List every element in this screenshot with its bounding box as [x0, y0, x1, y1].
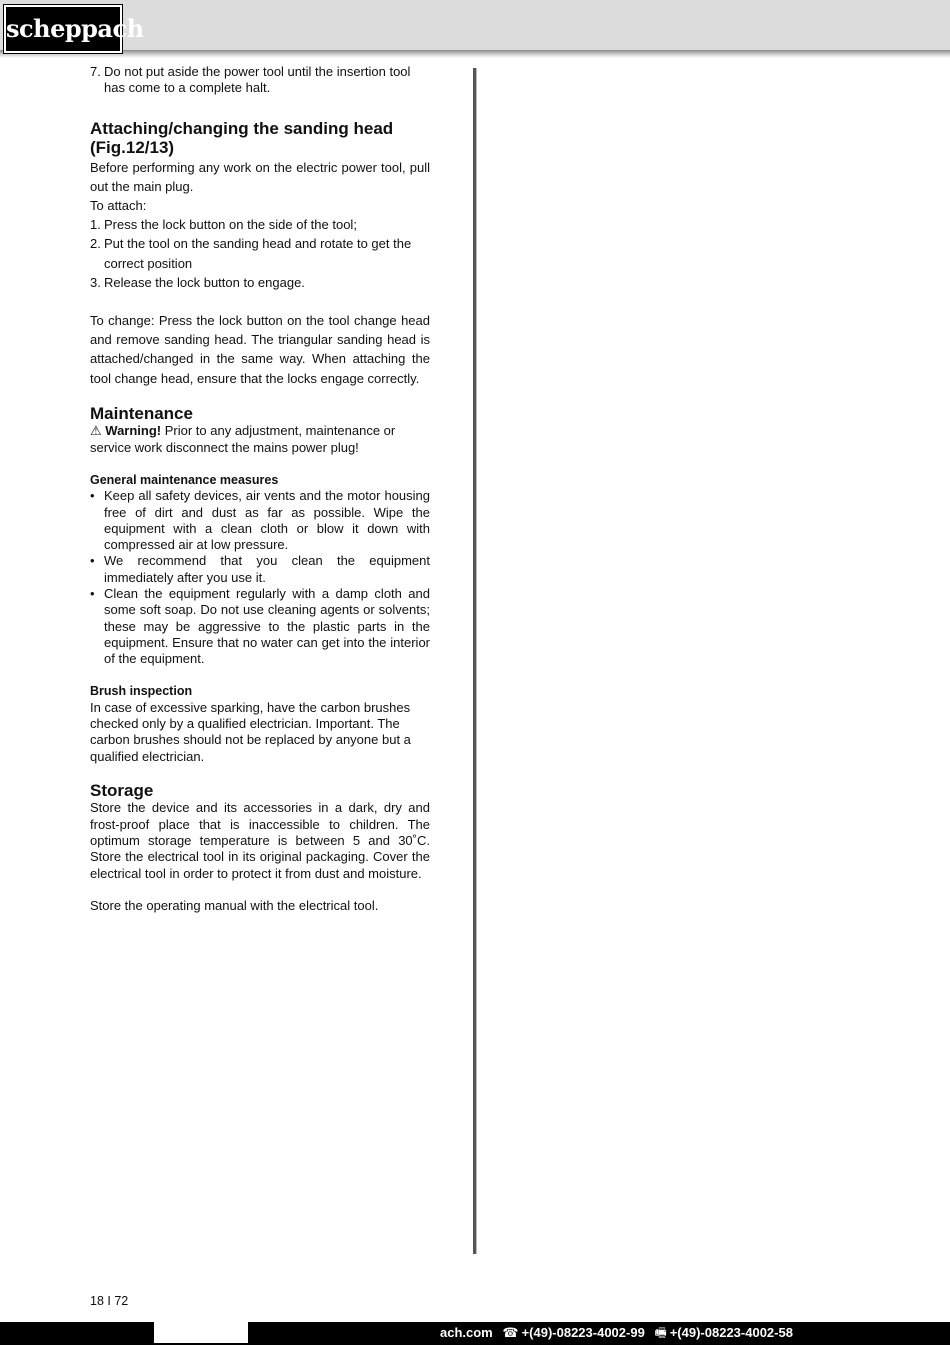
left-column [90, 64, 430, 914]
scheppach-logo: scheppach [4, 5, 122, 53]
step-number: 1. [90, 217, 101, 233]
bullet-icon: • [90, 586, 95, 601]
step-7 [90, 64, 430, 97]
maintenance-heading: Maintenance [90, 403, 193, 423]
attach-step-1 [90, 215, 430, 234]
step-text: Press the lock button on the side of the tool; [104, 217, 357, 233]
step-number: 7. [90, 64, 101, 79]
attach-step-3 [90, 273, 430, 292]
header-shadow [0, 50, 950, 58]
to-attach-label: To attach: [90, 198, 147, 213]
phone-icon: ☎ [502, 1325, 519, 1340]
storage-manual-text: Store the operating manual with the electrical tool. [90, 897, 379, 913]
fax-icon: 🖷 [654, 1325, 667, 1340]
maintenance-bullet-3 [90, 586, 430, 667]
bullet-text: We recommend that you clean the equipment immediately after you use it. [104, 553, 430, 585]
maintenance-warning [90, 423, 430, 456]
attach-intro: Before performing any work on the electric power tool, pull out the main plug. [90, 159, 430, 194]
storage-heading: Storage [90, 780, 154, 800]
page-number: 18 I 72 [90, 1294, 129, 1308]
change-paragraph: To change: Press the lock button on the tool change head and remove sanding head. The triangular sanding head is attached/changed in the same way. When attaching the tool change head, ensure that the locks engage correctly. [90, 313, 430, 386]
step-number: 2. [90, 236, 101, 252]
step-text: Put the tool on the sanding head and rotate to get the correct position [104, 236, 412, 271]
footer-website[interactable]: ach.com [440, 1325, 493, 1340]
maintenance-bullet-2 [90, 553, 430, 586]
storage-text: Store the device and its accessories in a dark, dry and frost-proof place that is inaccessible to children. The optimum storage temperature is between 5 and 30˚C. Store the electrical tool in its original packaging. Cover the electrical tool in order to protect it from dust and moisture. [90, 800, 430, 881]
column-divider [473, 68, 476, 1254]
step-text: Do not put aside the power tool until the insertion tool has come to a complete halt. [104, 64, 411, 96]
attach-heading: Attaching/changing the sanding head (Fig.12/13) [90, 118, 394, 158]
brush-inspection-text: In case of excessive sparking, have the carbon brushes checked only by a qualified electrician. Important. The carbon brushes should not be replaced by anyone but a qualified electrician. [90, 699, 411, 764]
footer-contact [440, 1322, 799, 1343]
footer-phone: +(49)-08223-4002-99 [521, 1325, 645, 1340]
warning-icon: ⚠ [90, 423, 102, 439]
attach-step-2 [90, 234, 430, 272]
bullet-icon: • [90, 553, 95, 569]
brush-inspection-heading: Brush inspection [90, 684, 193, 699]
bullet-icon: • [90, 488, 95, 504]
warning-text: Prior to any adjustment, maintenance or service work disconnect the mains power plug! [90, 423, 396, 455]
step-number: 3. [90, 274, 101, 290]
maintenance-bullet-1 [90, 488, 430, 553]
step-text: Release the lock button to engage. [104, 274, 305, 290]
bullet-text: Keep all safety devices, air vents and the motor housing free of dirt and dust as far as possible. Wipe the equipment with a clean cloth or blow it down with compressed air at low pressure. [104, 488, 430, 553]
general-maintenance-heading: General maintenance measures [90, 472, 279, 487]
warning-label: Warning! [105, 423, 162, 439]
footer-fax: +(49)-08223-4002-58 [669, 1325, 793, 1340]
footer-gap [154, 1322, 248, 1343]
bullet-text: Clean the equipment regularly with a damp cloth and some soft soap. Do not use cleaning agents or solvents; these may be aggressive to the plastic parts in the equipment. Ensure that no water can get into the interior of the equipment. [104, 586, 430, 667]
